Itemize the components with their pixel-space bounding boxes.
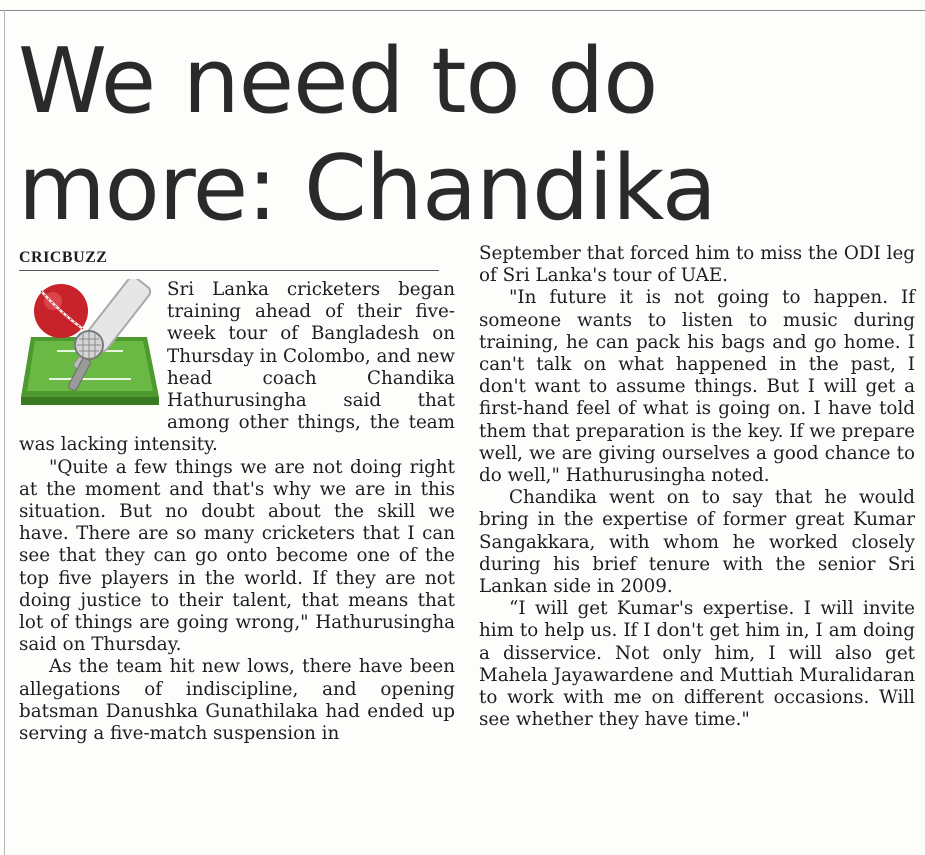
source-divider — [19, 270, 439, 271]
paragraph-3: As the team hit new lows, there have been allegations of indiscipline, and opening batsman Danushka Gunathilaka had ended up serving a five-match suspension in — [19, 656, 455, 745]
paragraph-2: "Quite a few things we are not doing right at the moment and that's why we are in this situation. But no doubt about the skill we have. There are so many cricketers that I can see that they can go onto become one of the top five players in the world. If they are not doing justice to their talent, that means that lot of things are going wrong," Hathurusingha said on Thursday. — [19, 456, 455, 656]
left-rule — [4, 10, 5, 855]
cricket-ball-bat-mic-icon — [19, 279, 159, 413]
source-label: CRICBUZZ — [19, 249, 108, 266]
paragraph-4: September that forced him to miss the ODI leg of Sri Lanka's tour of UAE. — [479, 243, 915, 287]
paragraph-5: "In future it is not going to happen. If someone wants to listen to music during training, he can pack his bags and go home. I can't talk on what happened in the past, I don't want to assume things. But I will get a first-hand feel of what is going on. I have told them that preparation is the key. If we prepare well, we are giving ourselves a good chance to do well," Hathurusingha noted. — [479, 287, 915, 487]
headline-line-1: We need to do — [18, 29, 658, 134]
article-column-right — [479, 243, 915, 731]
paragraph-6: Chandika went on to say that he would bring in the expertise of former great Kumar Sangakkara, with whom he worked closely during his brief tenure with the senior Sri Lankan side in 2009. — [479, 487, 915, 598]
paragraph-7: “I will get Kumar's expertise. I will invite him to help us. If I don't get him in, I am doing a disservice. Not only him, I will also get Mahela Jayawardene and Muttiah Muralidaran to work with me on different occasions. Will see whether they have time." — [479, 598, 915, 731]
headline-line-2: more: Chandika — [18, 136, 716, 241]
article-headline — [18, 28, 918, 242]
paragraph-1: Sri Lanka cricketers began training ahead of their five-week tour of Bangladesh on Thursday in Colombo, and new head coach Chandika Hathurusingha said that among other things, the team was lacking intensity. — [19, 279, 455, 456]
top-rule — [0, 10, 925, 11]
article-column-left — [19, 243, 455, 745]
